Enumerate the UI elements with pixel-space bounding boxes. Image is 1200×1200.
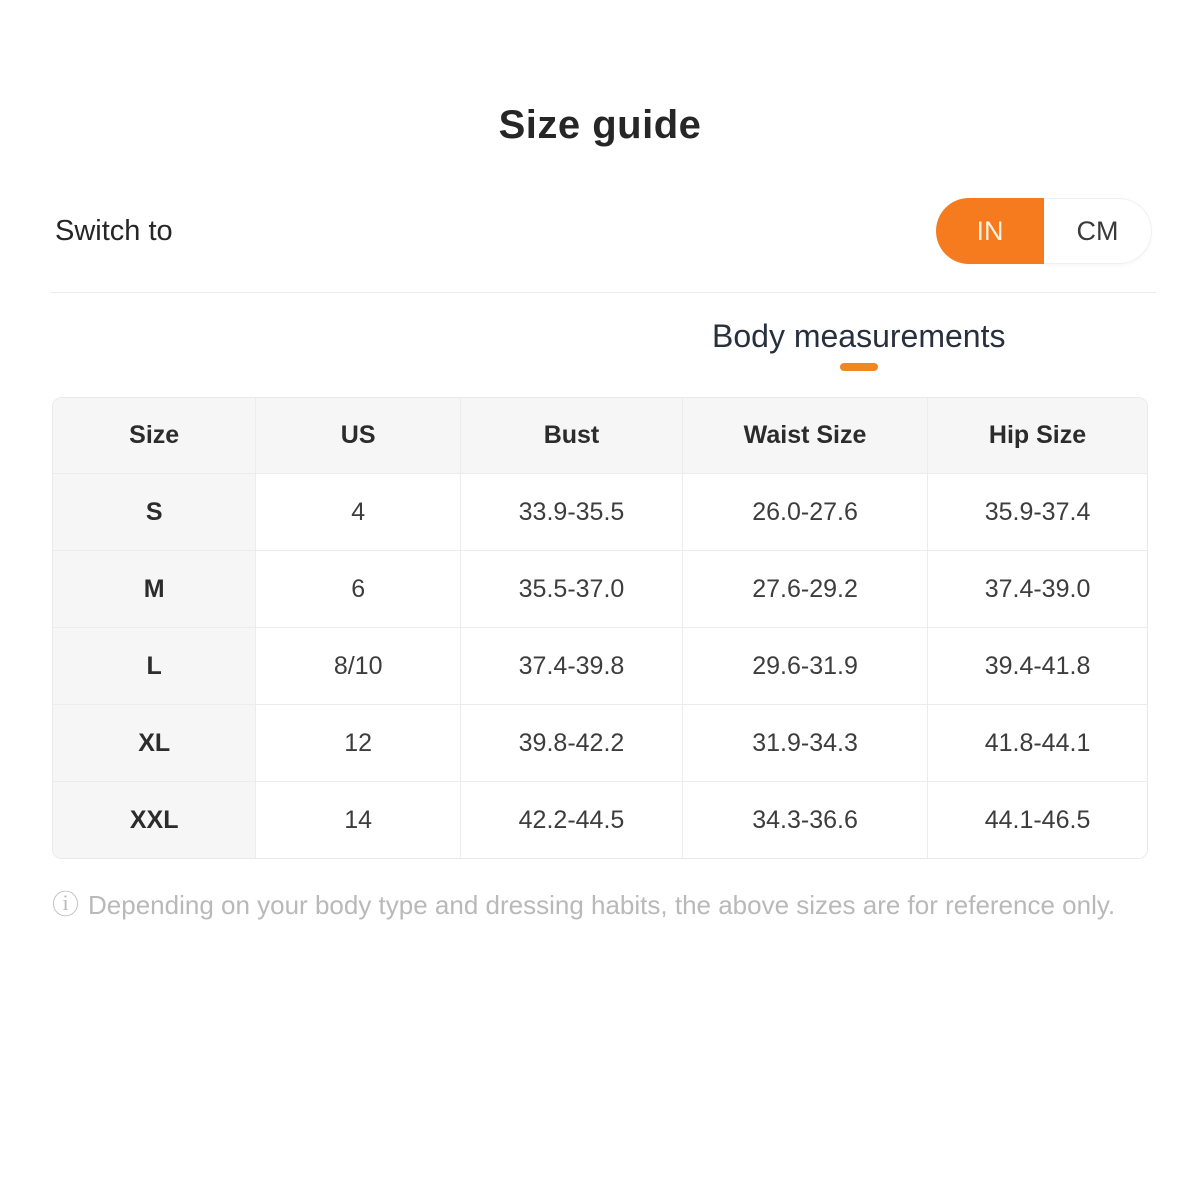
unit-toggle [936,198,1152,264]
table-header-row [53,398,1147,473]
size-label-cell: XXL [53,781,255,858]
measurement-cell: 6 [255,550,460,627]
column-header-waist-size: Waist Size [682,398,927,473]
size-table-container [52,397,1148,859]
measurement-cell: 26.0-27.6 [682,473,927,550]
measurement-cell: 4 [255,473,460,550]
measurement-cell: 42.2-44.5 [460,781,682,858]
measurement-cell: 37.4-39.0 [927,550,1147,627]
reference-note-text: Depending on your body type and dressing habits, the above sizes are for reference only. [88,890,1116,920]
measurement-cell: 31.9-34.3 [682,704,927,781]
measurement-cell: 41.8-44.1 [927,704,1147,781]
measurement-cell: 34.3-36.6 [682,781,927,858]
measurement-cell: 14 [255,781,460,858]
unit-switch-row [55,198,1152,264]
column-header-us: US [255,398,460,473]
table-row-s [53,473,1147,550]
size-table [53,398,1147,858]
info-icon: ⓘ [52,890,79,920]
table-row-l [53,627,1147,704]
measurement-cell: 35.9-37.4 [927,473,1147,550]
measurement-cell: 12 [255,704,460,781]
measurement-cell: 39.8-42.2 [460,704,682,781]
column-header-bust: Bust [460,398,682,473]
unit-toggle-in-button[interactable]: IN [936,198,1044,264]
table-row-xxl [53,781,1147,858]
table-row-xl [53,704,1147,781]
reference-note [52,890,1160,921]
horizontal-divider [50,292,1156,293]
measurement-cell: 8/10 [255,627,460,704]
measurement-cell: 39.4-41.8 [927,627,1147,704]
measurement-cell: 27.6-29.2 [682,550,927,627]
size-label-cell: M [53,550,255,627]
size-label-cell: XL [53,704,255,781]
tab-body-measurements[interactable] [712,318,1005,371]
measurement-cell: 29.6-31.9 [682,627,927,704]
size-label-cell: S [53,473,255,550]
column-header-size: Size [53,398,255,473]
measurement-cell: 44.1-46.5 [927,781,1147,858]
size-label-cell: L [53,627,255,704]
page-title: Size guide [498,103,702,147]
unit-switch-label: Switch to [55,214,173,247]
tab-body-measurements-label: Body measurements [712,318,1006,354]
tab-active-indicator [840,363,878,371]
column-header-hip-size: Hip Size [927,398,1147,473]
unit-toggle-cm-button[interactable]: CM [1044,198,1152,264]
measurement-cell: 37.4-39.8 [460,627,682,704]
measurement-cell: 35.5-37.0 [460,550,682,627]
measurement-cell: 33.9-35.5 [460,473,682,550]
table-row-m [53,550,1147,627]
